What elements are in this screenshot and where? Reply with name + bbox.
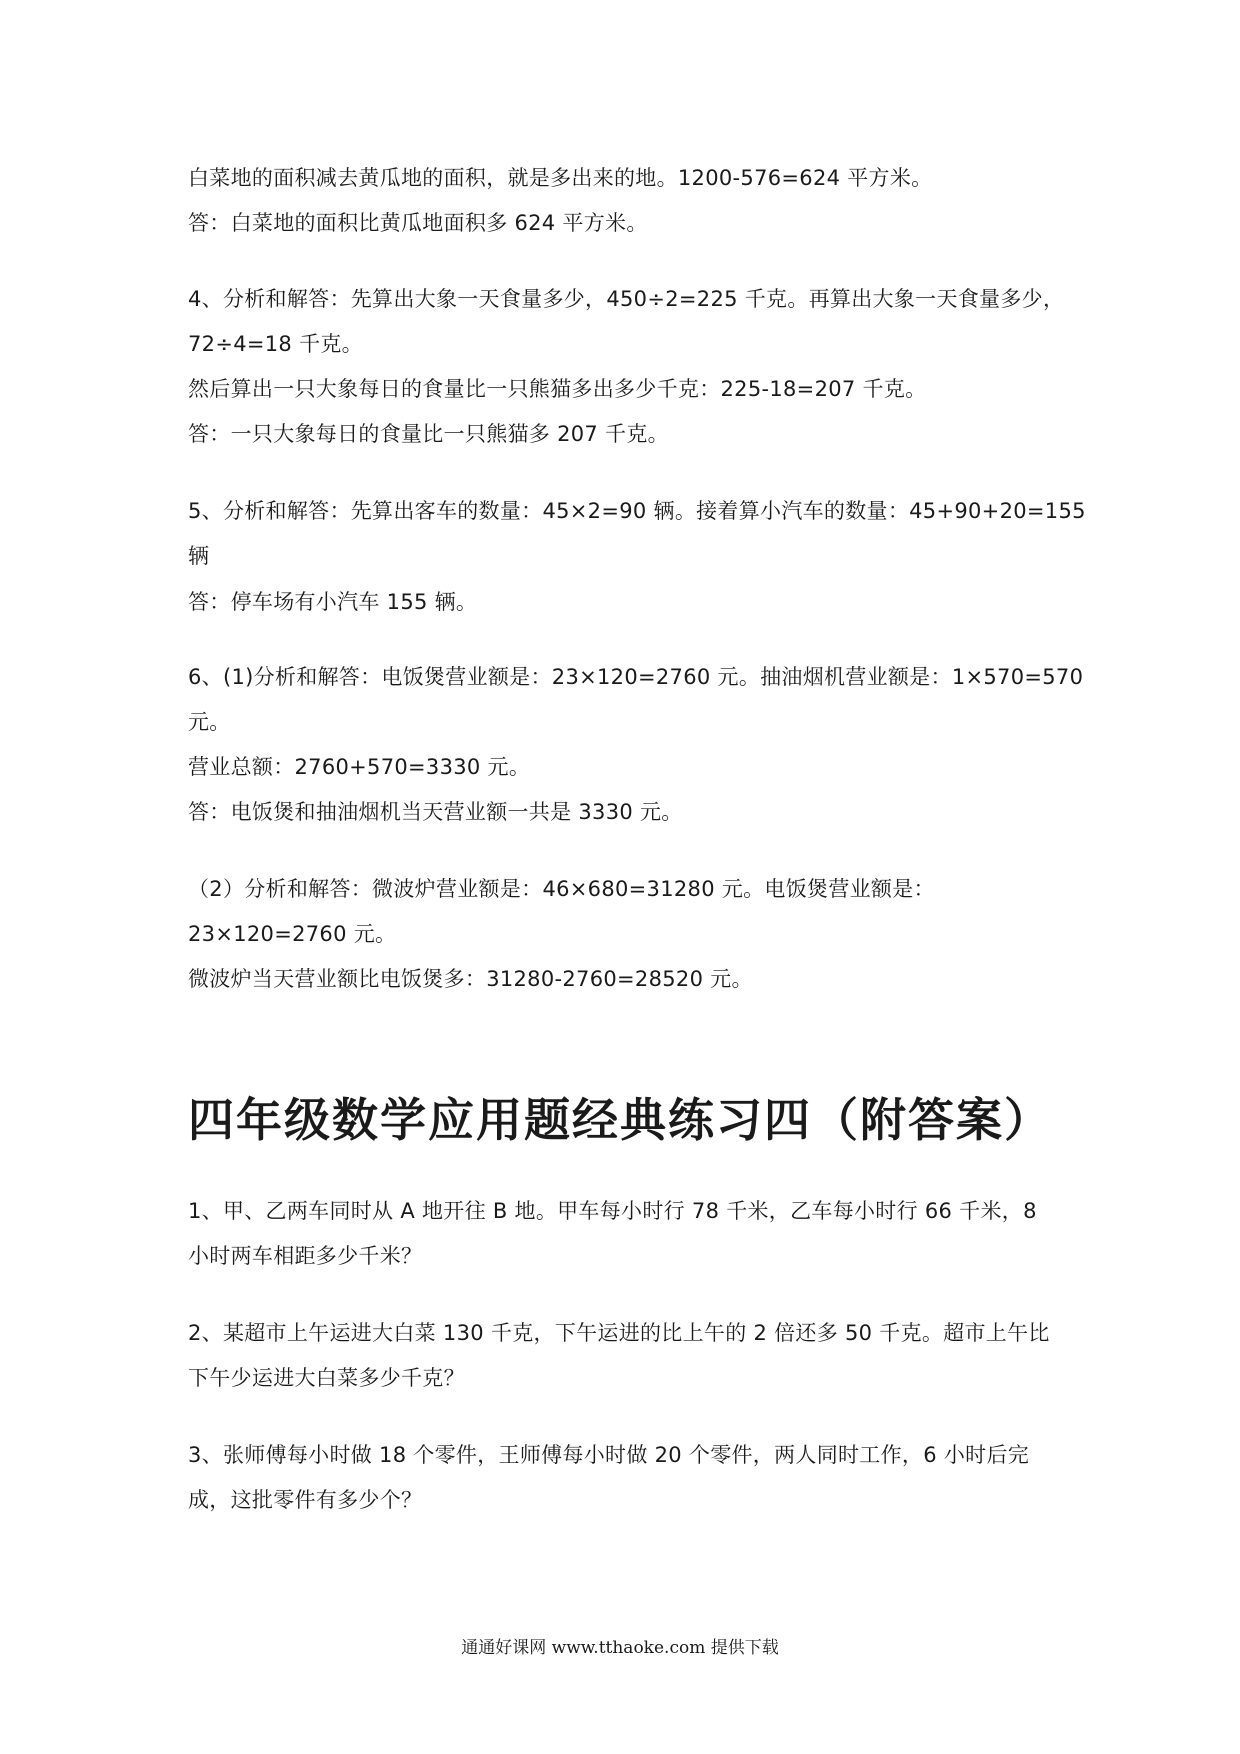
- answer-5-line-2: 辆: [188, 544, 210, 568]
- answer-6-line-6: 23×120=2760 元。: [188, 922, 397, 946]
- question-2-line-1: 2、某超市上午运进大白菜 130 千克，下午运进的比上午的 2 倍还多 50 千克。超市上午比: [188, 1321, 1050, 1345]
- answer-4-line-2: 72÷4=18 千克。: [188, 332, 363, 356]
- answer-5-line-3: 答：停车场有小汽车 155 辆。: [188, 590, 478, 614]
- question-2-line-2: 下午少运进大白菜多少千克？: [188, 1366, 465, 1390]
- answer-4-line-1: 4、分析和解答：先算出大象一天食量多少，450÷2=225 千克。再算出大象一天食量多少，: [188, 287, 1065, 311]
- answer-6-line-4: 答：电饭煲和抽油烟机当天营业额一共是 3330 元。: [188, 800, 683, 824]
- page-footer: 通通好课网 www.tthaoke.com 提供下载: [461, 1638, 779, 1658]
- answer-6-line-7: 微波炉当天营业额比电饭煲多：31280-2760=28520 元。: [188, 967, 753, 991]
- answer-6-line-2: 元。: [188, 710, 231, 734]
- section-title: 四年级数学应用题经典练习四（附答案）: [188, 1093, 1052, 1147]
- answer-3-line-2: 答：白菜地的面积比黄瓜地面积多 624 平方米。: [188, 211, 648, 235]
- answer-3-line-1: 白菜地的面积减去黄瓜地的面积，就是多出来的地。1200-576=624 平方米。: [188, 166, 933, 190]
- question-3-line-2: 成，这批零件有多少个？: [188, 1488, 423, 1512]
- answer-5-line-1: 5、分析和解答：先算出客车的数量：45×2=90 辆。接着算小汽车的数量：45+90+20=155: [188, 499, 1086, 523]
- question-1-line-2: 小时两车相距多少千米？: [188, 1244, 423, 1268]
- answer-6-line-5: （2）分析和解答：微波炉营业额是：46×680=31280 元。电饭煲营业额是：: [188, 877, 935, 901]
- question-3-line-1: 3、张师傅每小时做 18 个零件，王师傅每小时做 20 个零件，两人同时工作，6 小时后完: [188, 1443, 1030, 1467]
- answer-6-line-1: 6、(1)分析和解答：电饭煲营业额是：23×120=2760 元。抽油烟机营业额是：1×570=570: [188, 665, 1084, 689]
- answer-4-line-3: 然后算出一只大象每日的食量比一只熊猫多出多少千克：225-18=207 千克。: [188, 377, 927, 401]
- answer-4-line-4: 答：一只大象每日的食量比一只熊猫多 207 千克。: [188, 422, 669, 446]
- question-1-line-1: 1、甲、乙两车同时从 A 地开往 B 地。甲车每小时行 78 千米，乙车每小时行 66 千米，8: [188, 1199, 1037, 1223]
- answer-6-line-3: 营业总额：2760+570=3330 元。: [188, 755, 531, 779]
